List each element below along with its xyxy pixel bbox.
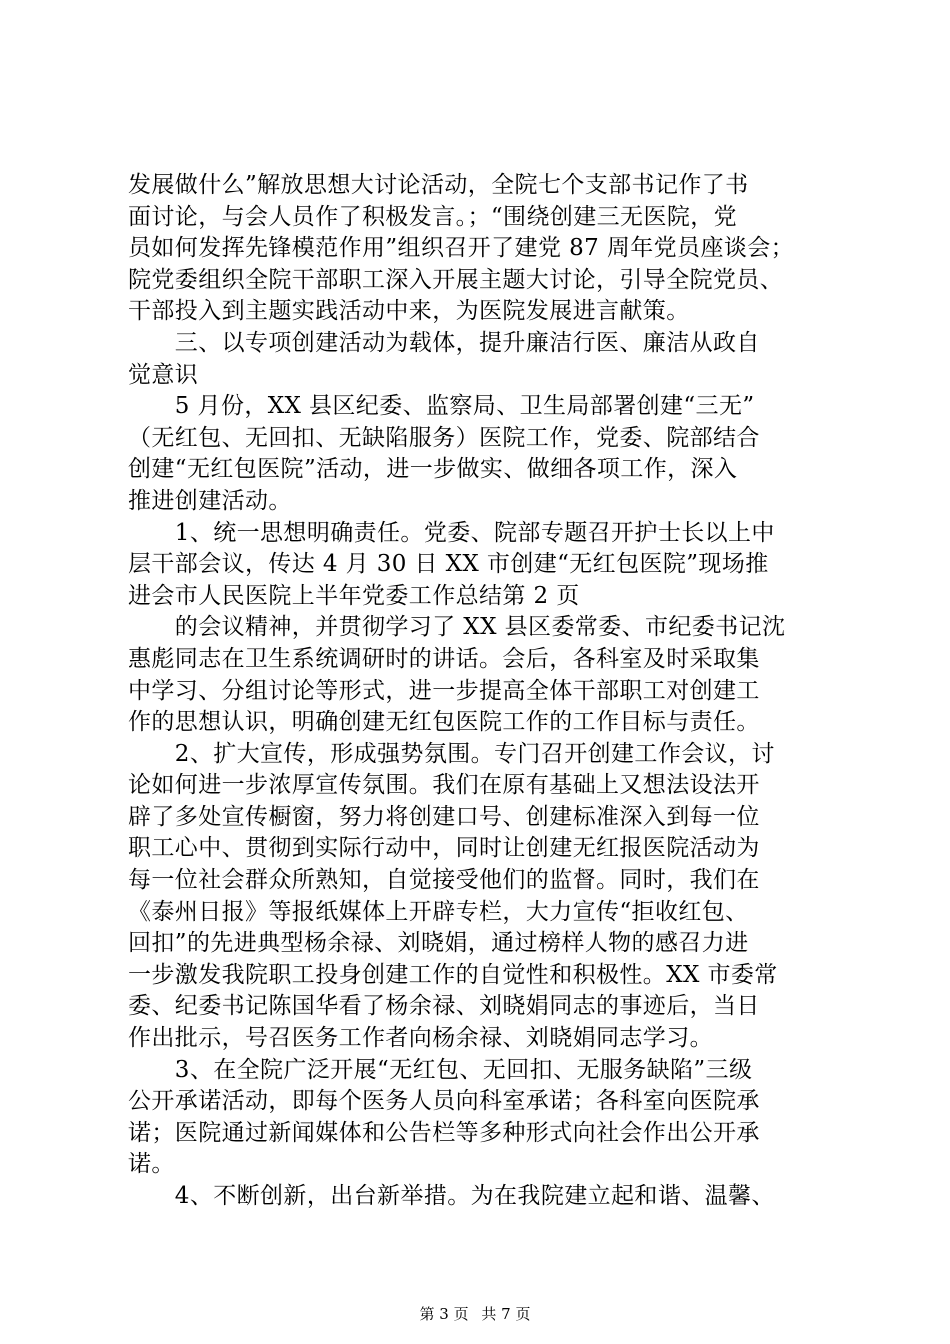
- text-line: 中学习、分组讨论等形式，进一步提高全体干部职工对创建工: [128, 677, 760, 704]
- page-footer: [0, 1304, 950, 1324]
- text-line: 干部投入到主题实践活动中来，为医院发展进言献策。: [128, 298, 690, 325]
- text-line: 4、不断创新，出台新举措。为在我院建立起和谐、温馨、: [128, 1183, 775, 1209]
- text-line: （无红包、无回扣、无缺陷服务）医院工作，党委、院部结合: [128, 424, 760, 451]
- text-line: 论如何进一步浓厚宣传氛围。我们在原有基础上又想法设法开: [128, 772, 760, 799]
- text-line: 院党委组织全院干部职工深入开展主题大讨论，引导全院党员、: [128, 266, 784, 293]
- section-heading-line: 三、以专项创建活动为载体，提升廉洁行医、廉洁从政自: [128, 329, 760, 356]
- text-line: 每一位社会群众所熟知，自觉接受他们的监督。同时，我们在: [128, 867, 760, 894]
- text-line: 《泰州日报》等报纸媒体上开辟专栏，大力宣传“拒收红包、: [128, 898, 749, 925]
- text-line: 2、扩大宣传，形成强势氛围。专门召开创建工作会议，讨: [128, 740, 775, 767]
- section-heading-line: 觉意识: [128, 361, 199, 388]
- text-line: 诺；医院通过新闻媒体和公告栏等多种形式向社会作出公开承: [128, 1119, 760, 1146]
- text-line: 进会市人民医院上半年党委工作总结第 2 页: [128, 582, 580, 609]
- text-line: 层干部会议，传达 4 月 30 日 XX 市创建“无红包医院”现场推: [128, 551, 769, 578]
- text-line: 推进创建活动。: [128, 487, 292, 514]
- text-line: 员如何发挥先锋模范作用”组织召开了建党 87 周年党员座谈会；: [128, 235, 795, 262]
- text-line: 诺。: [128, 1151, 175, 1178]
- text-line: 职工心中、贯彻到实际行动中，同时让创建无红报医院活动为: [128, 835, 760, 862]
- text-line: 1、统一思想明确责任。党委、院部专题召开护士长以上中: [128, 519, 775, 546]
- body-text: [128, 170, 828, 1213]
- text-line: 委、纪委书记陈国华看了杨余禄、刘晓娟同志的事迹后，当日: [128, 993, 760, 1020]
- text-line: 面讨论，与会人员作了积极发言。；“围绕创建三无医院，党: [128, 203, 738, 230]
- text-line: 惠彪同志在卫生系统调研时的讲话。会后，各科室及时采取集: [128, 645, 760, 672]
- text-line: 3、在全院广泛开展“无红包、无回扣、无服务缺陷”三级: [128, 1056, 753, 1083]
- page-number: 第 3 页: [419, 1305, 469, 1323]
- text-line: 创建“无红包医院”活动，进一步做实、做细各项工作，深入: [128, 456, 738, 483]
- text-line: 公开承诺活动，即每个医务人员向科室承诺；各科室向医院承: [128, 1088, 760, 1115]
- text-line: 一步激发我院职工投身创建工作的自觉性和积极性。XX 市委常: [128, 961, 778, 988]
- page-total: 共 7 页: [481, 1305, 531, 1323]
- text-line: 回扣”的先进典型杨余禄、刘晓娟，通过榜样人物的感召力进: [128, 930, 749, 957]
- text-line: 作的思想认识，明确创建无红包医院工作的工作目标与责任。: [128, 709, 760, 736]
- text-line: 5 月份，XX 县区纪委、监察局、卫生局部署创建“三无”: [128, 393, 755, 420]
- text-line: 的会议精神，并贯彻学习了 XX 县区委常委、市纪委书记沈: [128, 614, 786, 641]
- text-line: 作出批示，号召医务工作者向杨余禄、刘晓娟同志学习。: [128, 1025, 713, 1052]
- text-line: 发展做什么”解放思想大讨论活动，全院七个支部书记作了书: [128, 172, 749, 198]
- text-line: 辟了多处宣传橱窗，努力将创建口号、创建标准深入到每一位: [128, 803, 760, 830]
